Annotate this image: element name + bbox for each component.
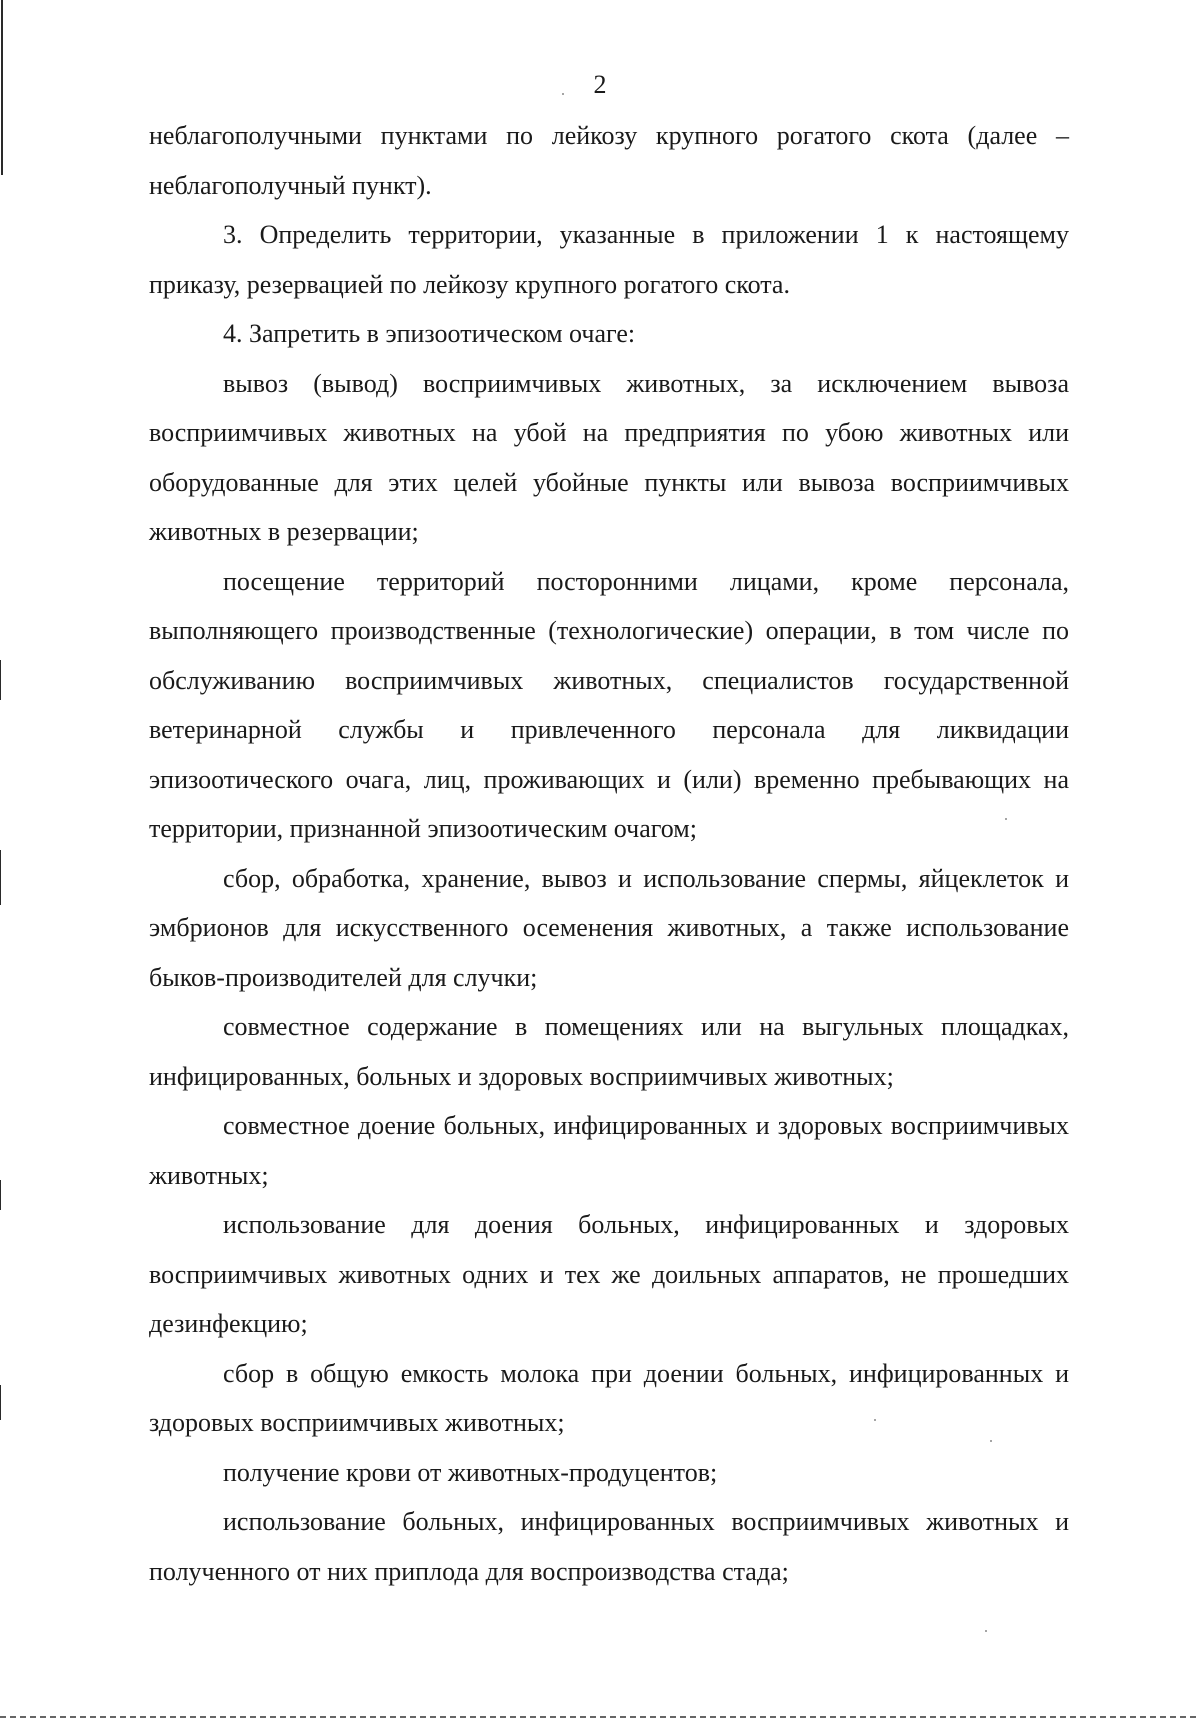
paragraph: совместное содержание в помещениях или на выгульных площадках, инфицированных, больных и здоровых восприимчивых животных; bbox=[149, 1012, 1069, 1091]
paragraph: совместное доение больных, инфицированных и здоровых восприимчивых животных; bbox=[149, 1111, 1069, 1190]
paragraph: сбор, обработка, хранение, вывоз и использование спермы, яйцеклеток и эмбрионов для искусственного осеменения животных, а также использование быков-производителей для случки; bbox=[149, 863, 1069, 992]
scan-speck bbox=[985, 1630, 987, 1632]
paragraph: 3. Определить территории, указанные в приложении 1 к настоящему приказу, резервацией по лейкозу крупного рогатого скота. bbox=[149, 220, 1069, 299]
scan-edge-mark bbox=[0, 850, 1, 905]
scan-bottom-edge bbox=[0, 1716, 1200, 1718]
paragraph: использование для доения больных, инфицированных и здоровых восприимчивых животных одних и тех же доильных аппаратов, не прошедших дезинфекцию; bbox=[149, 1210, 1069, 1338]
paragraph: неблагополучными пунктами по лейкозу крупного рогатого скота (далее – неблагополучный пункт). bbox=[149, 121, 1069, 200]
paragraph: 4. Запретить в эпизоотическом очаге: bbox=[223, 319, 636, 348]
paragraph: сбор в общую емкость молока при доении больных, инфицированных и здоровых восприимчивых животных; bbox=[149, 1358, 1069, 1437]
scan-edge-mark bbox=[0, 1385, 1, 1420]
paragraph: посещение территорий посторонними лицами, кроме персонала, выполняющего производственные (технологические) операции, в том числе по обслуживанию восприимчивых животных, специалистов государственной ветеринарной службы и привлеченного персонала для ликвидации эпизоотического очага, лиц, проживающих и (или) временно пребывающих на территории, признанной эпизоотическим очагом; bbox=[149, 566, 1069, 843]
scan-edge-mark bbox=[0, 660, 1, 700]
paragraph: использование больных, инфицированных восприимчивых животных и полученного от них приплода для воспроизводства стада; bbox=[149, 1507, 1069, 1586]
scan-edge-mark bbox=[0, 1180, 1, 1210]
paragraph: получение крови от животных-продуцентов; bbox=[223, 1457, 718, 1487]
document-body bbox=[149, 111, 1069, 1596]
paragraph: вывоз (вывод) восприимчивых животных, за исключением вывоза восприимчивых животных на убой на предприятия по убою животных или оборудованные для этих целей убойные пункты или вывоза восприимчивых животных в резервации; bbox=[149, 368, 1069, 546]
page-number: 2 bbox=[593, 70, 607, 99]
